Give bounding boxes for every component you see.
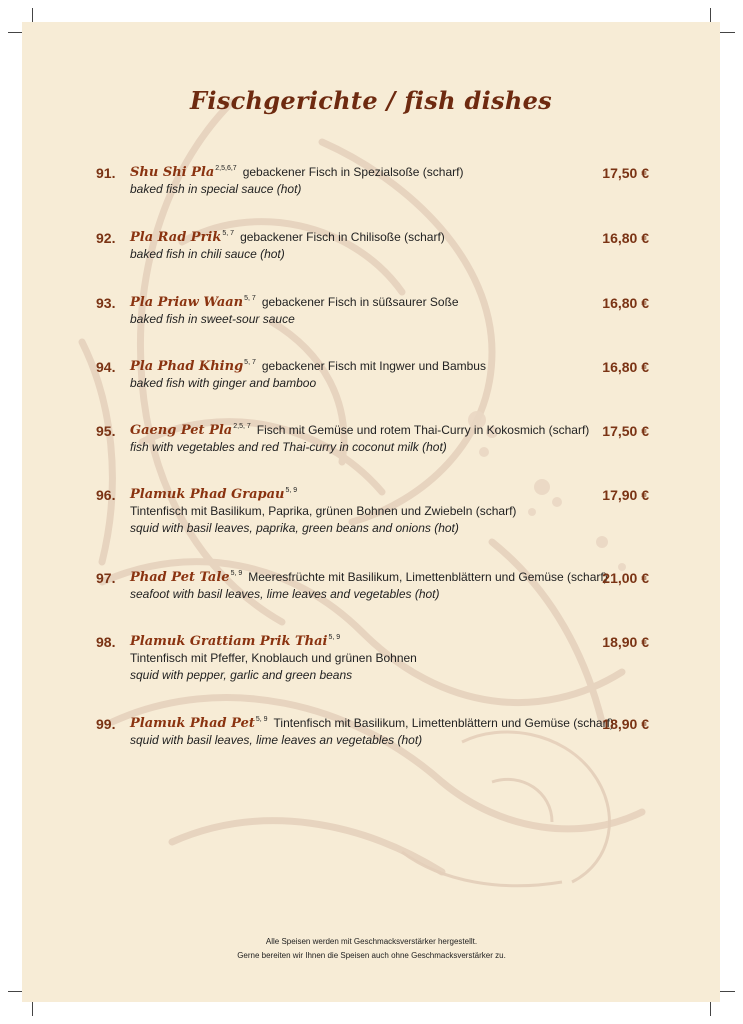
dish-number: 95. [96, 423, 116, 439]
dish-name: Phad Pet Tale [130, 570, 230, 585]
dish-description-en: squid with basil leaves, lime leaves an vegetables (hot) [130, 733, 423, 747]
dish-name: Shu Shi Pla [130, 165, 215, 180]
dish-line [130, 716, 614, 731]
dish-item [0, 716, 743, 766]
dish-price: 17,90 € [602, 487, 649, 503]
dish-line [130, 359, 486, 374]
dish-item [0, 165, 743, 215]
footer-note-1: Alle Speisen werden mit Geschmacksverstärker hergestellt. [265, 937, 478, 946]
dish-number: 97. [96, 570, 116, 586]
dish-name: Plamuk Grattiam Prik Thai [130, 634, 328, 649]
dish-price: 21,00 € [602, 570, 649, 586]
dish-description-de: Tintenfisch mit Basilikum, Limettenblättern und Gemüse (scharf) [273, 716, 614, 730]
dish-number: 98. [96, 634, 116, 650]
dish-number: 94. [96, 359, 116, 375]
dish-description-de: gebackener Fisch in Spezialsoße (scharf) [242, 165, 464, 179]
dish-description-de: gebackener Fisch in süßsaurer Soße [261, 295, 459, 309]
dish-description-de: Fisch mit Gemüse und rotem Thai-Curry in Kokosmich (scharf) [256, 423, 590, 437]
dish-description-en: baked fish with ginger and bamboo [130, 376, 317, 390]
dish-price: 16,80 € [602, 359, 649, 375]
dish-description-en: baked fish in chili sauce (hot) [130, 247, 285, 261]
dish-name: Pla Priaw Waan [130, 295, 244, 310]
dish-item [0, 570, 743, 620]
crop-mark [719, 32, 735, 33]
dish-price: 18,90 € [602, 716, 649, 732]
dish-line [130, 634, 340, 649]
dish-description-de: Meeresfrüchte mit Basilikum, Limettenblättern und Gemüse (scharf) [248, 570, 608, 584]
allergen-codes: 2,5,6,7 [215, 165, 237, 172]
dish-item [0, 230, 743, 280]
dish-price: 17,50 € [602, 423, 649, 439]
dish-description-en: seafoot with basil leaves, lime leaves and vegetables (hot) [130, 587, 440, 601]
allergen-codes: 5, 7 [222, 230, 235, 237]
dish-number: 92. [96, 230, 116, 246]
dish-line [130, 423, 589, 438]
dish-description-de: gebackener Fisch in Chilisoße (scharf) [240, 230, 445, 244]
dish-number: 93. [96, 295, 116, 311]
allergen-codes: 5, 7 [244, 359, 256, 366]
dish-description-en: baked fish in sweet-sour sauce [130, 312, 295, 326]
crop-mark [32, 1000, 33, 1016]
dish-line [130, 487, 297, 502]
dish-name: Plamuk Phad Pet [130, 716, 255, 731]
dish-line [130, 295, 459, 310]
dish-number: 99. [96, 716, 116, 732]
dish-line [130, 165, 463, 180]
footer-note-2: Gerne bereiten wir Ihnen die Speisen auch ohne Geschmacksverstärker zu. [237, 951, 506, 960]
allergen-codes: 5, 9 [328, 634, 341, 641]
dish-price: 16,80 € [602, 230, 649, 246]
crop-mark [710, 1000, 711, 1016]
dish-item [0, 423, 743, 473]
dish-description-en: fish with vegetables and red Thai-curry in coconut milk (hot) [130, 440, 447, 454]
dish-description-en: baked fish in special sauce (hot) [130, 182, 302, 196]
dish-name: Gaeng Pet Pla [130, 423, 233, 438]
dish-item [0, 359, 743, 409]
dish-line [130, 570, 608, 585]
dish-description-en: squid with basil leaves, paprika, green beans and onions (hot) [130, 521, 459, 535]
dish-item [0, 487, 743, 537]
dish-item [0, 295, 743, 345]
allergen-codes: 5, 9 [285, 487, 298, 494]
dish-item [0, 634, 743, 684]
allergen-codes: 2,5, 7 [233, 423, 251, 430]
dish-description-de: Tintenfisch mit Basilikum, Paprika, grünen Bohnen und Zwiebeln (scharf) [130, 504, 517, 518]
dish-name: Pla Phad Khing [130, 359, 244, 374]
dish-description-de: gebackener Fisch mit Ingwer und Bambus [261, 359, 486, 373]
dish-price: 18,90 € [602, 634, 649, 650]
dish-description-de: Tintenfisch mit Pfeffer, Knoblauch und grünen Bohnen [130, 651, 417, 665]
dish-description-en: squid with pepper, garlic and green beans [130, 668, 353, 682]
dish-name: Pla Rad Prik [130, 230, 222, 245]
dish-name: Plamuk Phad Grapau [130, 487, 285, 502]
dish-price: 16,80 € [602, 295, 649, 311]
page-title: Fischgerichte / fish dishes [190, 86, 552, 115]
crop-mark [719, 991, 735, 992]
dish-line [130, 230, 445, 245]
dish-number: 91. [96, 165, 116, 181]
dish-number: 96. [96, 487, 116, 503]
allergen-codes: 5, 9 [230, 570, 243, 577]
allergen-codes: 5, 7 [244, 295, 256, 302]
allergen-codes: 5, 9 [255, 716, 268, 723]
dish-price: 17,50 € [602, 165, 649, 181]
